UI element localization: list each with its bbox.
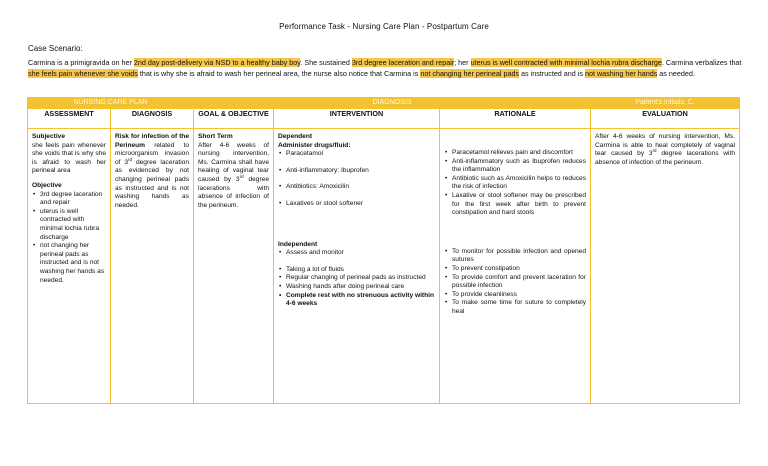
superscript: rd: [128, 156, 133, 162]
assessment-cell: [28, 129, 111, 404]
list-item: • Paracetamol: [278, 150, 435, 159]
objective-label: Objective: [32, 181, 62, 189]
care-plan-body-row: [28, 129, 740, 404]
list-item: • 3rd degree laceration and repair: [32, 191, 106, 208]
scenario-text: . Carmina verbalizes that: [661, 58, 742, 67]
diagnosis-text: [111, 129, 193, 210]
goal-text-part: degree lacerations with absence of infection of the perineum.: [198, 175, 269, 209]
list-item: • Anti-inflammatory such as Ibuprofen reduces the inflammation: [444, 158, 586, 175]
evaluation-text-part: degree lacerations with absence of infection of the perineum.: [595, 150, 736, 166]
scenario-text: ; her: [454, 58, 471, 67]
dependent-label: Dependent: [278, 133, 313, 140]
evaluation-cell: [591, 129, 740, 404]
superscript: rd: [652, 148, 657, 153]
goal-text: [198, 142, 269, 211]
short-term-label: Short Term: [198, 133, 233, 140]
list-item: • Antibiotics: Amoxicilin: [278, 183, 435, 192]
list-item: • To monitor for possible infection and opened sutures: [444, 248, 586, 265]
subjective-label: Subjective: [32, 133, 65, 140]
scenario-text: Carmina is a primigravida on her: [28, 58, 134, 67]
diagnosis-text-part: degree laceration as evidenced by not changing perineal pads as instructed and is not washing hands as needed.: [115, 158, 189, 209]
list-item: • uterus is well contracted with minimal lochia rubra discharge: [32, 208, 106, 242]
section-header-row: [28, 98, 740, 109]
list-item: • Laxatives or stool softener: [278, 200, 435, 209]
list-item: • Washing hands after doing perineal care: [278, 283, 435, 292]
subjective-text: she feels pain whenever she voids that is why she is afraid to wash her perineal area: [32, 141, 106, 175]
list-item: • To make some time for suture to completely heal: [444, 299, 586, 316]
document-title: Performance Task - Nursing Care Plan - Postpartum Care: [279, 22, 489, 31]
highlight-pain: she feels pain whenever she voids: [28, 69, 138, 78]
scenario-text: as instructed and is: [519, 69, 585, 78]
rationale-cell: [440, 129, 591, 404]
diagnosis-cell: [111, 129, 194, 404]
highlight-delivery: 2nd day post-delivery via NSD to a healthy baby boy: [133, 58, 301, 67]
goal-text-part: After 4-6 weeks of nursing intervention, Ms. Carmina shall have healing of vaginal tear caused by 3: [198, 141, 269, 183]
superscript: rd: [239, 173, 244, 179]
independent-rationales: [444, 248, 586, 317]
evaluation-text: [591, 129, 739, 167]
scenario-text: . She sustained: [300, 58, 352, 67]
list-item: • Anti-inflammatory: Ibuprofen: [278, 167, 435, 176]
highlight-laceration: 3rd degree laceration and repair: [351, 58, 455, 67]
dependent-interventions: [278, 150, 435, 208]
list-item: • Laxative or stool softener may be prescribed for the first week after birth to prevent constipation and hard stools: [444, 192, 586, 218]
dependent-rationales: [444, 149, 586, 218]
diagnosis-title: Risk for infection of the Perineum: [115, 133, 189, 149]
intervention-header: INTERVENTION: [274, 109, 440, 129]
assessment-header: ASSESSMENT: [28, 109, 111, 129]
highlight-pads: not changing her perineal pads: [420, 69, 520, 78]
list-item: • Paracetamol relieves pain and discomfort: [444, 149, 586, 158]
evaluation-text-part: After 4-6 weeks of nursing intervention, Ms. Carmina is able to heal completely of vaginal tear caused by 3: [595, 133, 736, 158]
list-item: • Complete rest with no strenuous activity within 4-6 weeks: [278, 292, 435, 309]
case-scenario-text: [28, 57, 743, 79]
evaluation-header: EVALUATION: [591, 109, 740, 129]
dependent-sub-label: Administer drugs/fluid:: [278, 141, 351, 149]
diagnosis-section-header: DIAGNOSIS: [194, 98, 591, 109]
diagnosis-text-part: related to microorganism invasion of 3: [115, 141, 189, 166]
rationale-header: RATIONALE: [440, 109, 591, 129]
highlight-uterus: uterus is well contracted with minimal lochia rubra discharge: [470, 58, 662, 67]
care-plan-header: NURSING CARE PLAN: [28, 98, 194, 109]
scenario-text: as needed.: [657, 69, 695, 78]
independent-interventions: [278, 249, 435, 309]
list-item: • Taking a lot of fluids: [278, 266, 435, 275]
column-header-row: [28, 109, 740, 129]
scenario-text: that is why she is afraid to wash her perineal area, the nurse also notice that Carmina is: [137, 69, 421, 78]
nursing-care-plan-table: [27, 97, 740, 404]
patient-initials-header: Patient's Initials: C.: [591, 98, 740, 109]
goal-header: GOAL & OBJECTIVE: [194, 109, 274, 129]
list-item: • To prevent constipation: [444, 265, 586, 274]
list-item: • not changing her perineal pads as instructed and is not washing her hands as needed.: [32, 242, 106, 285]
case-scenario-label: Case Scenario:: [28, 44, 83, 53]
list-item: • Assess and monitor: [278, 249, 435, 258]
highlight-hands: not washing her hands: [584, 69, 658, 78]
intervention-cell: [274, 129, 440, 404]
diagnosis-header: DIAGNOSIS: [111, 109, 194, 129]
list-item: • To provide cleanliness: [444, 291, 586, 300]
objective-list: [32, 191, 106, 286]
independent-label: Independent: [278, 240, 318, 248]
goal-cell: [194, 129, 274, 404]
list-item: • To provide comfort and prevent laceration for possible infection: [444, 274, 586, 291]
list-item: • Regular changing of perineal pads as instructed: [278, 274, 435, 283]
list-item: • Antibiotic such as Amoxicilin helps to reduces the risk of infection: [444, 175, 586, 192]
